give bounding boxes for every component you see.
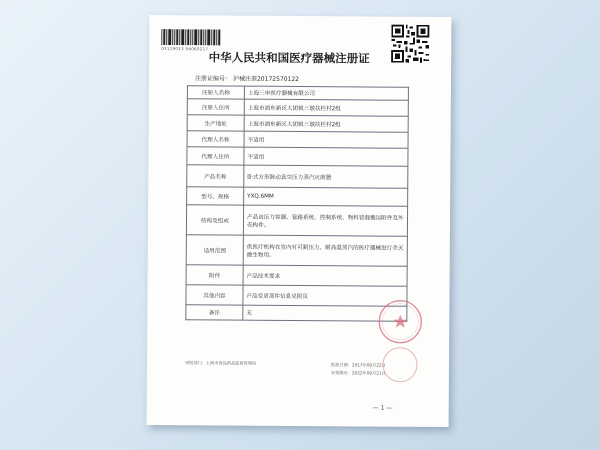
row-value: 无 [243, 305, 407, 321]
table-row [187, 115, 408, 133]
row-label: 结构及组成 [186, 205, 243, 235]
barcode-number: 03119013 94060217 [161, 46, 209, 52]
row-value: YXQ.6MM [244, 187, 408, 206]
approval-dates [331, 361, 386, 377]
row-value: 产品由压力容器、管路系统、控制系统、物料装载搬运附件及外壳构件。 [243, 205, 407, 236]
expiry-date: 有效期至：2022年09月21日 [330, 370, 386, 376]
certificate-page [147, 15, 452, 427]
row-label: 产品名称 [187, 165, 244, 187]
row-value: 供医疗机构在室内对可耐压力、耐高温蒸汽的医疗器械进行杀灭微生物用。 [243, 235, 407, 266]
row-label: 备注 [186, 305, 243, 320]
row-label: 代理人名称 [187, 131, 244, 147]
row-value: 产品技术要求 [243, 265, 407, 286]
row-label: 注册人住所 [187, 99, 244, 115]
table-row [187, 131, 408, 149]
table-row [187, 187, 408, 207]
row-value: 上海市浦东新区大团镇三墩扶栏村2组 [244, 115, 408, 132]
table-row [187, 165, 408, 189]
approval-date: 批准日期：2017年09月22日 [330, 362, 386, 368]
row-label: 附件 [186, 265, 243, 285]
registration-number [195, 73, 299, 83]
row-label: 其他内容 [186, 285, 243, 305]
row-value: 上海市浦东新区大团镇三墩扶栏村2组 [244, 99, 408, 116]
registration-number-value: 沪械注准20172570122 [232, 75, 300, 83]
official-seal-stamp [376, 298, 424, 346]
table-row [186, 285, 407, 307]
row-label: 生产地址 [187, 115, 244, 131]
row-label: 型号、规格 [187, 187, 244, 205]
row-value: 上海三申医疗器械有限公司 [244, 86, 408, 100]
row-label: 适用范围 [186, 235, 243, 265]
barcode-image [161, 29, 221, 45]
table-row [187, 99, 408, 117]
row-value: 产品变更部件信息见附页 [243, 285, 407, 306]
table-row [186, 305, 407, 322]
document-title: 中华人民共和国医疗器械注册证 [208, 50, 370, 66]
dating-stamp [380, 345, 420, 385]
registration-table [185, 85, 409, 322]
row-label: 注册人名称 [187, 86, 244, 99]
qr-code-image [391, 25, 429, 63]
row-value: 不适用 [244, 147, 408, 166]
approval-authority: 审批部门：上海市食品药品监督管理局 [184, 360, 257, 366]
table-row [186, 205, 407, 237]
page-number: — 1 — [372, 404, 393, 412]
row-label: 代理人住所 [187, 147, 244, 165]
table-row [187, 147, 408, 167]
table-row [186, 235, 407, 267]
row-value: 不适用 [244, 131, 408, 148]
table-row [186, 265, 407, 287]
row-value: 卧式方形脉动真空压力蒸汽灭菌器 [244, 165, 408, 188]
registration-number-label: 注册证编号： [194, 75, 232, 83]
